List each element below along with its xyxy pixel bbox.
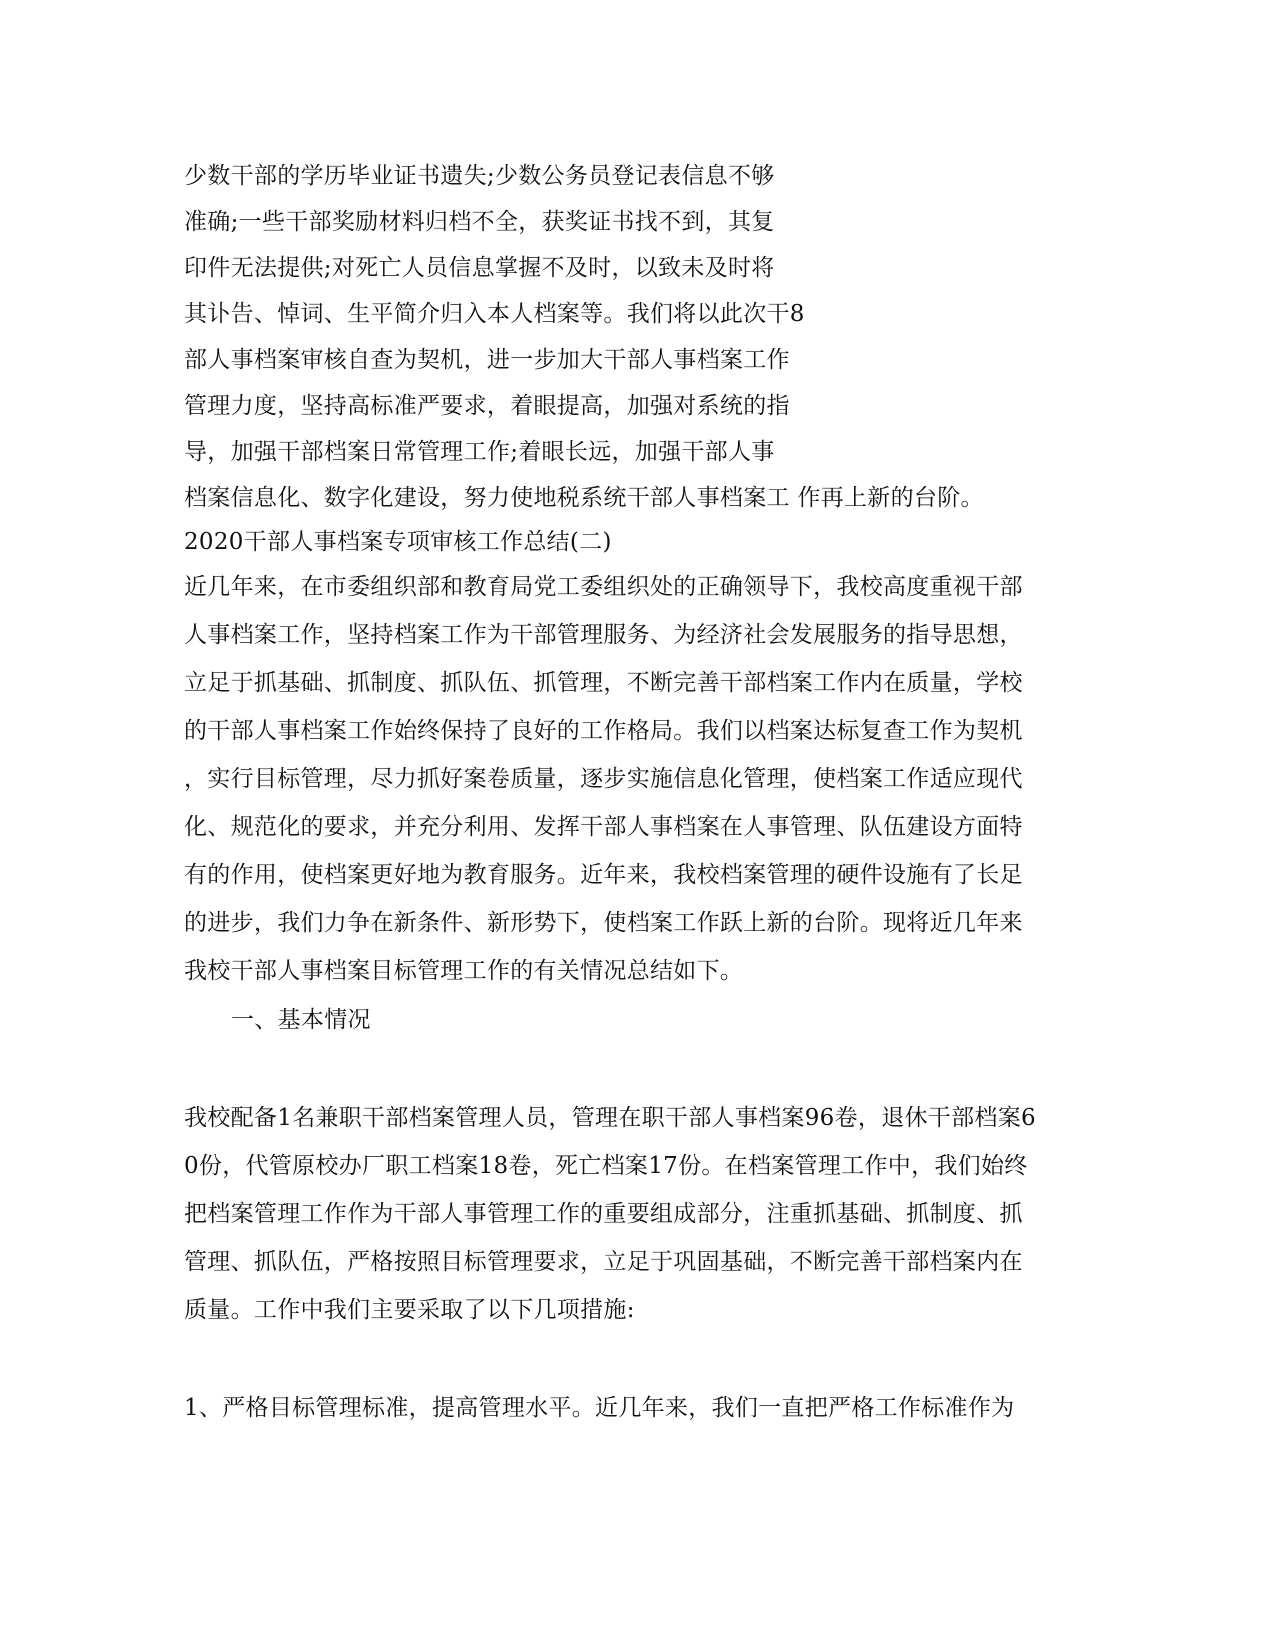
section-heading: 一、基本情况	[231, 1007, 371, 1033]
paragraph-line: 准确;一些干部奖励材料归档不全，获奖证书找不到，其复	[184, 209, 775, 235]
paragraph-line: 1、严格目标管理标准，提高管理水平。近几年来，我们一直把严格工作标准作为	[184, 1395, 1015, 1421]
paragraph-line: 化、规范化的要求，并充分利用、发挥干部人事档案在人事管理、队伍建设方面特	[184, 814, 1023, 840]
paragraph-line: 部人事档案审核自查为契机，进一步加大干部人事档案工作	[184, 347, 790, 373]
paragraph-line: 管理、抓队伍，严格按照目标管理要求，立足于巩固基础，不断完善干部档案内在	[184, 1249, 1023, 1275]
section-title: 2020干部人事档案专项审核工作总结(二)	[184, 529, 612, 555]
paragraph-line: 0份，代管原校办厂职工档案18卷，死亡档案17份。在档案管理工作中，我们始终	[184, 1153, 1028, 1179]
paragraph-line: 把档案管理工作作为干部人事管理工作的重要组成部分，注重抓基础、抓制度、抓	[184, 1201, 1023, 1227]
paragraph-line: 的干部人事档案工作始终保持了良好的工作格局。我们以档案达标复查工作为契机	[184, 718, 1023, 744]
paragraph-line: 导，加强干部档案日常管理工作;着眼长远，加强干部人事	[184, 439, 775, 465]
paragraph-line: 质量。工作中我们主要采取了以下几项措施:	[184, 1297, 635, 1323]
paragraph-line: 立足于抓基础、抓制度、抓队伍、抓管理，不断完善干部档案工作内在质量，学校	[184, 670, 1023, 696]
paragraph-line: ，实行目标管理，尽力抓好案卷质量，逐步实施信息化管理，使档案工作适应现代	[184, 766, 1023, 792]
paragraph-line: 印件无法提供;对死亡人员信息掌握不及时，以致未及时将	[184, 255, 775, 281]
paragraph-line: 的进步，我们力争在新条件、新形势下，使档案工作跃上新的台阶。现将近几年来	[184, 910, 1023, 936]
paragraph-line: 我校干部人事档案目标管理工作的有关情况总结如下。	[184, 958, 744, 984]
paragraph-line: 有的作用，使档案更好地为教育服务。近年来，我校档案管理的硬件设施有了长足	[184, 862, 1023, 888]
paragraph-line: 档案信息化、数字化建设，努力使地税系统干部人事档案工 作再上新的台阶。	[184, 485, 984, 511]
paragraph-line: 我校配备1名兼职干部档案管理人员，管理在职干部人事档案96卷，退休干部档案6	[184, 1105, 1036, 1131]
paragraph-line: 管理力度，坚持高标准严要求，着眼提高，加强对系统的指	[184, 393, 790, 419]
paragraph-line: 近几年来，在市委组织部和教育局党工委组织处的正确领导下，我校高度重视干部	[184, 574, 1023, 600]
paragraph-line: 少数干部的学历毕业证书遗失;少数公务员登记表信息不够	[184, 163, 775, 189]
paragraph-line: 其讣告、悼词、生平简介归入本人档案等。我们将以此次干8	[184, 301, 805, 327]
paragraph-line: 人事档案工作，坚持档案工作为干部管理服务、为经济社会发展服务的指导思想，	[184, 622, 1023, 648]
